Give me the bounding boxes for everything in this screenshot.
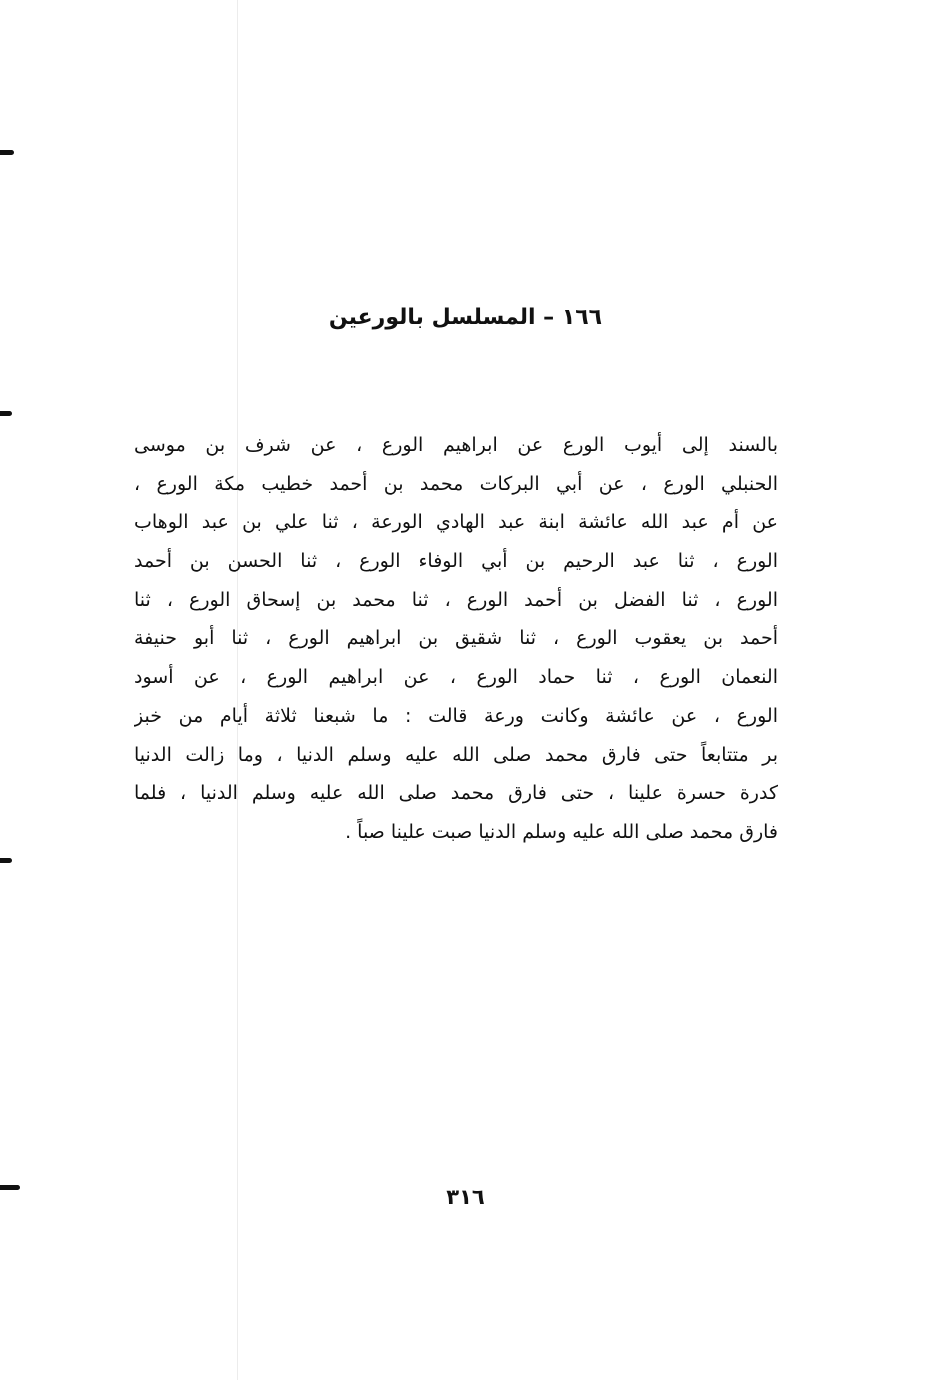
text-line: عن أم عبد الله عائشة ابنة عبد الهادي الورعة ، ثنا علي بن عبد الوهاب [134,511,778,534]
text-line: فارق محمد صلى الله عليه وسلم الدنيا صبت علينا صباً . [345,820,778,843]
text-line: أحمد بن يعقوب الورع ، ثنا شقيق بن ابراهيم الورع ، ثنا أبو حنيفة [134,627,778,650]
text-line: الورع ، عن عائشة وكانت ورعة قالت : ما شبعنا ثلاثة أيام من خبز [134,704,778,727]
text-line: الحنبلي الورع ، عن أبي البركات محمد بن أحمد خطيب مكة الورع ، [134,472,778,495]
text-line: بالسند إلى أيوب الورع عن ابراهيم الورع ، عن شرف بن موسى [134,434,778,456]
scan-edge-mark [0,411,12,416]
scan-edge-mark [0,150,14,155]
scan-edge-mark [0,858,12,863]
section-heading: ١٦٦ – المسلسل بالورعين [328,305,603,330]
hadith-text-body [134,426,778,852]
text-line: الورع ، ثنا عبد الرحيم بن أبي الوفاء الورع ، ثنا الحسن بن أحمد [134,550,778,573]
text-line: النعمان الورع ، ثنا حماد الورع ، عن ابراهيم الورع ، عن أسود [134,666,778,689]
text-line: بر متتابعاً حتى فارق محمد صلى الله عليه وسلم الدنيا ، وما زالت الدنيا [134,743,778,766]
text-line: كدرة حسرة علينا ، حتى فارق محمد صلى الله عليه وسلم الدنيا ، فلما [134,782,778,805]
page-number: ٣١٦ [446,1185,485,1209]
text-line: الورع ، ثنا الفضل بن أحمد الورع ، ثنا محمد بن إسحاق الورع ، ثنا [134,588,778,611]
